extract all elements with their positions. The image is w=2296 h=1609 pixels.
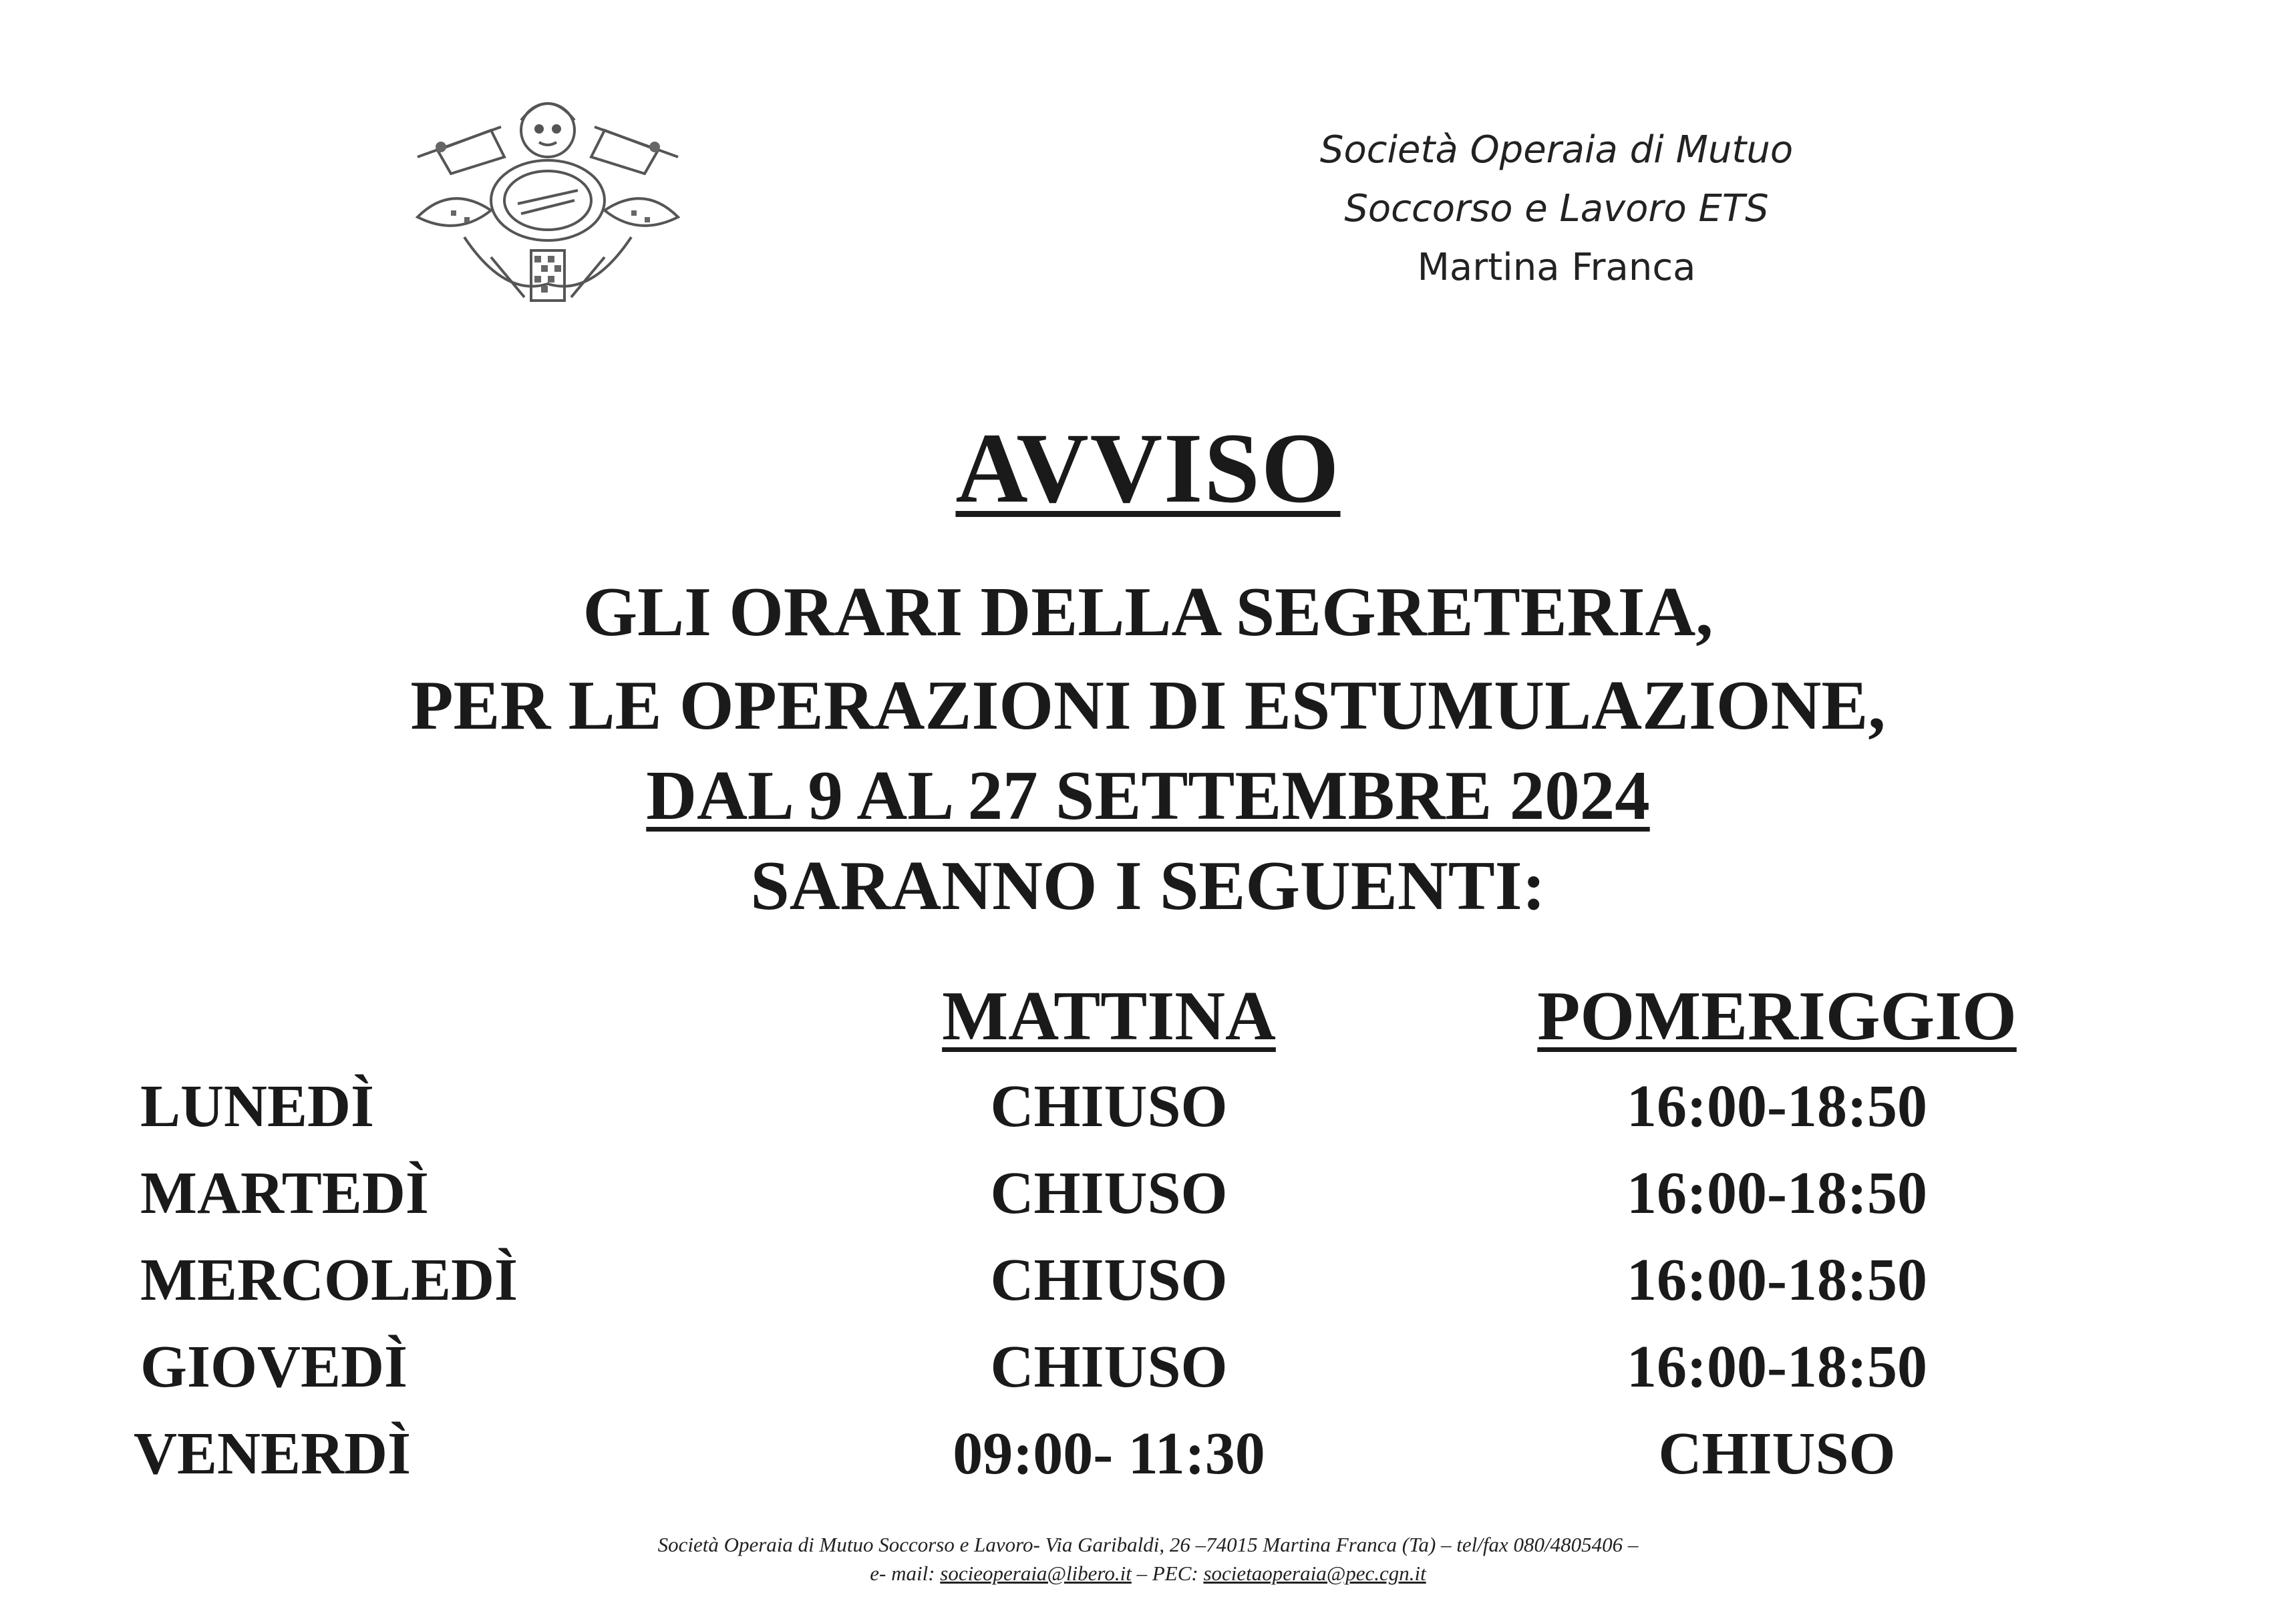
footer-email-label: e- mail: bbox=[870, 1562, 941, 1585]
header-org-line-1: Società Operaia di Mutuo bbox=[1319, 128, 1794, 172]
footer-email-link[interactable]: socieoperaia@libero.it bbox=[940, 1562, 1132, 1585]
footer-pec-label: – PEC: bbox=[1131, 1562, 1204, 1585]
column-header-afternoon-text: POMERIGGIO bbox=[1537, 976, 2017, 1055]
morning-hours: CHIUSO bbox=[990, 1073, 1228, 1139]
schedule-row bbox=[0, 1419, 2296, 1499]
schedule-row bbox=[0, 1072, 2296, 1152]
morning-hours: CHIUSO bbox=[990, 1334, 1228, 1400]
column-header-afternoon bbox=[1510, 975, 2044, 1056]
afternoon-hours: 16:00-18:50 bbox=[1627, 1247, 1927, 1313]
footer-contacts bbox=[0, 1562, 2296, 1586]
header-city: Martina Franca bbox=[1417, 246, 1696, 289]
schedule-row bbox=[0, 1332, 2296, 1413]
notice-date-range: DAL 9 AL 27 SETTEMBRE 2024 bbox=[646, 756, 1650, 834]
day-label: LUNEDÌ bbox=[140, 1073, 375, 1139]
afternoon-hours: 16:00-18:50 bbox=[1627, 1334, 1927, 1400]
afternoon-hours: 16:00-18:50 bbox=[1627, 1160, 1927, 1226]
day-label: MERCOLEDÌ bbox=[140, 1247, 518, 1313]
header-org-line-2: Soccorso e Lavoro ETS bbox=[1344, 187, 1769, 230]
morning-hours: 09:00- 11:30 bbox=[953, 1421, 1265, 1487]
afternoon-hours: CHIUSO bbox=[1658, 1421, 1896, 1487]
schedule-row bbox=[0, 1246, 2296, 1326]
notice-line-3 bbox=[0, 755, 2296, 836]
morning-hours: CHIUSO bbox=[990, 1160, 1228, 1226]
afternoon-hours: 16:00-18:50 bbox=[1627, 1073, 1927, 1139]
day-label: VENERDÌ bbox=[134, 1421, 412, 1487]
day-label: MARTEDÌ bbox=[140, 1160, 429, 1226]
footer-pec-link[interactable]: societaoperaia@pec.cgn.it bbox=[1203, 1562, 1426, 1585]
schedule-row bbox=[0, 1159, 2296, 1239]
notice-title-text: AVVISO bbox=[955, 413, 1341, 524]
day-label: GIOVEDÌ bbox=[140, 1334, 408, 1400]
column-header-morning bbox=[888, 975, 1329, 1056]
footer-address: Società Operaia di Mutuo Soccorso e Lavoro- Via Garibaldi, 26 –74015 Martina Franca (Ta) – tel/fax 080/4805406 – bbox=[657, 1533, 1639, 1556]
morning-hours: CHIUSO bbox=[990, 1247, 1228, 1313]
notice-title bbox=[0, 411, 2296, 526]
notice-line-2: PER LE OPERAZIONI DI ESTUMULAZIONE, bbox=[410, 666, 1886, 744]
notice-line-4: SARANNO I SEGUENTI: bbox=[750, 846, 1546, 924]
column-header-morning-text: MATTINA bbox=[942, 976, 1276, 1055]
notice-line-1: GLI ORARI DELLA SEGRETERIA, bbox=[583, 572, 1713, 651]
society-crest-icon bbox=[391, 83, 705, 314]
